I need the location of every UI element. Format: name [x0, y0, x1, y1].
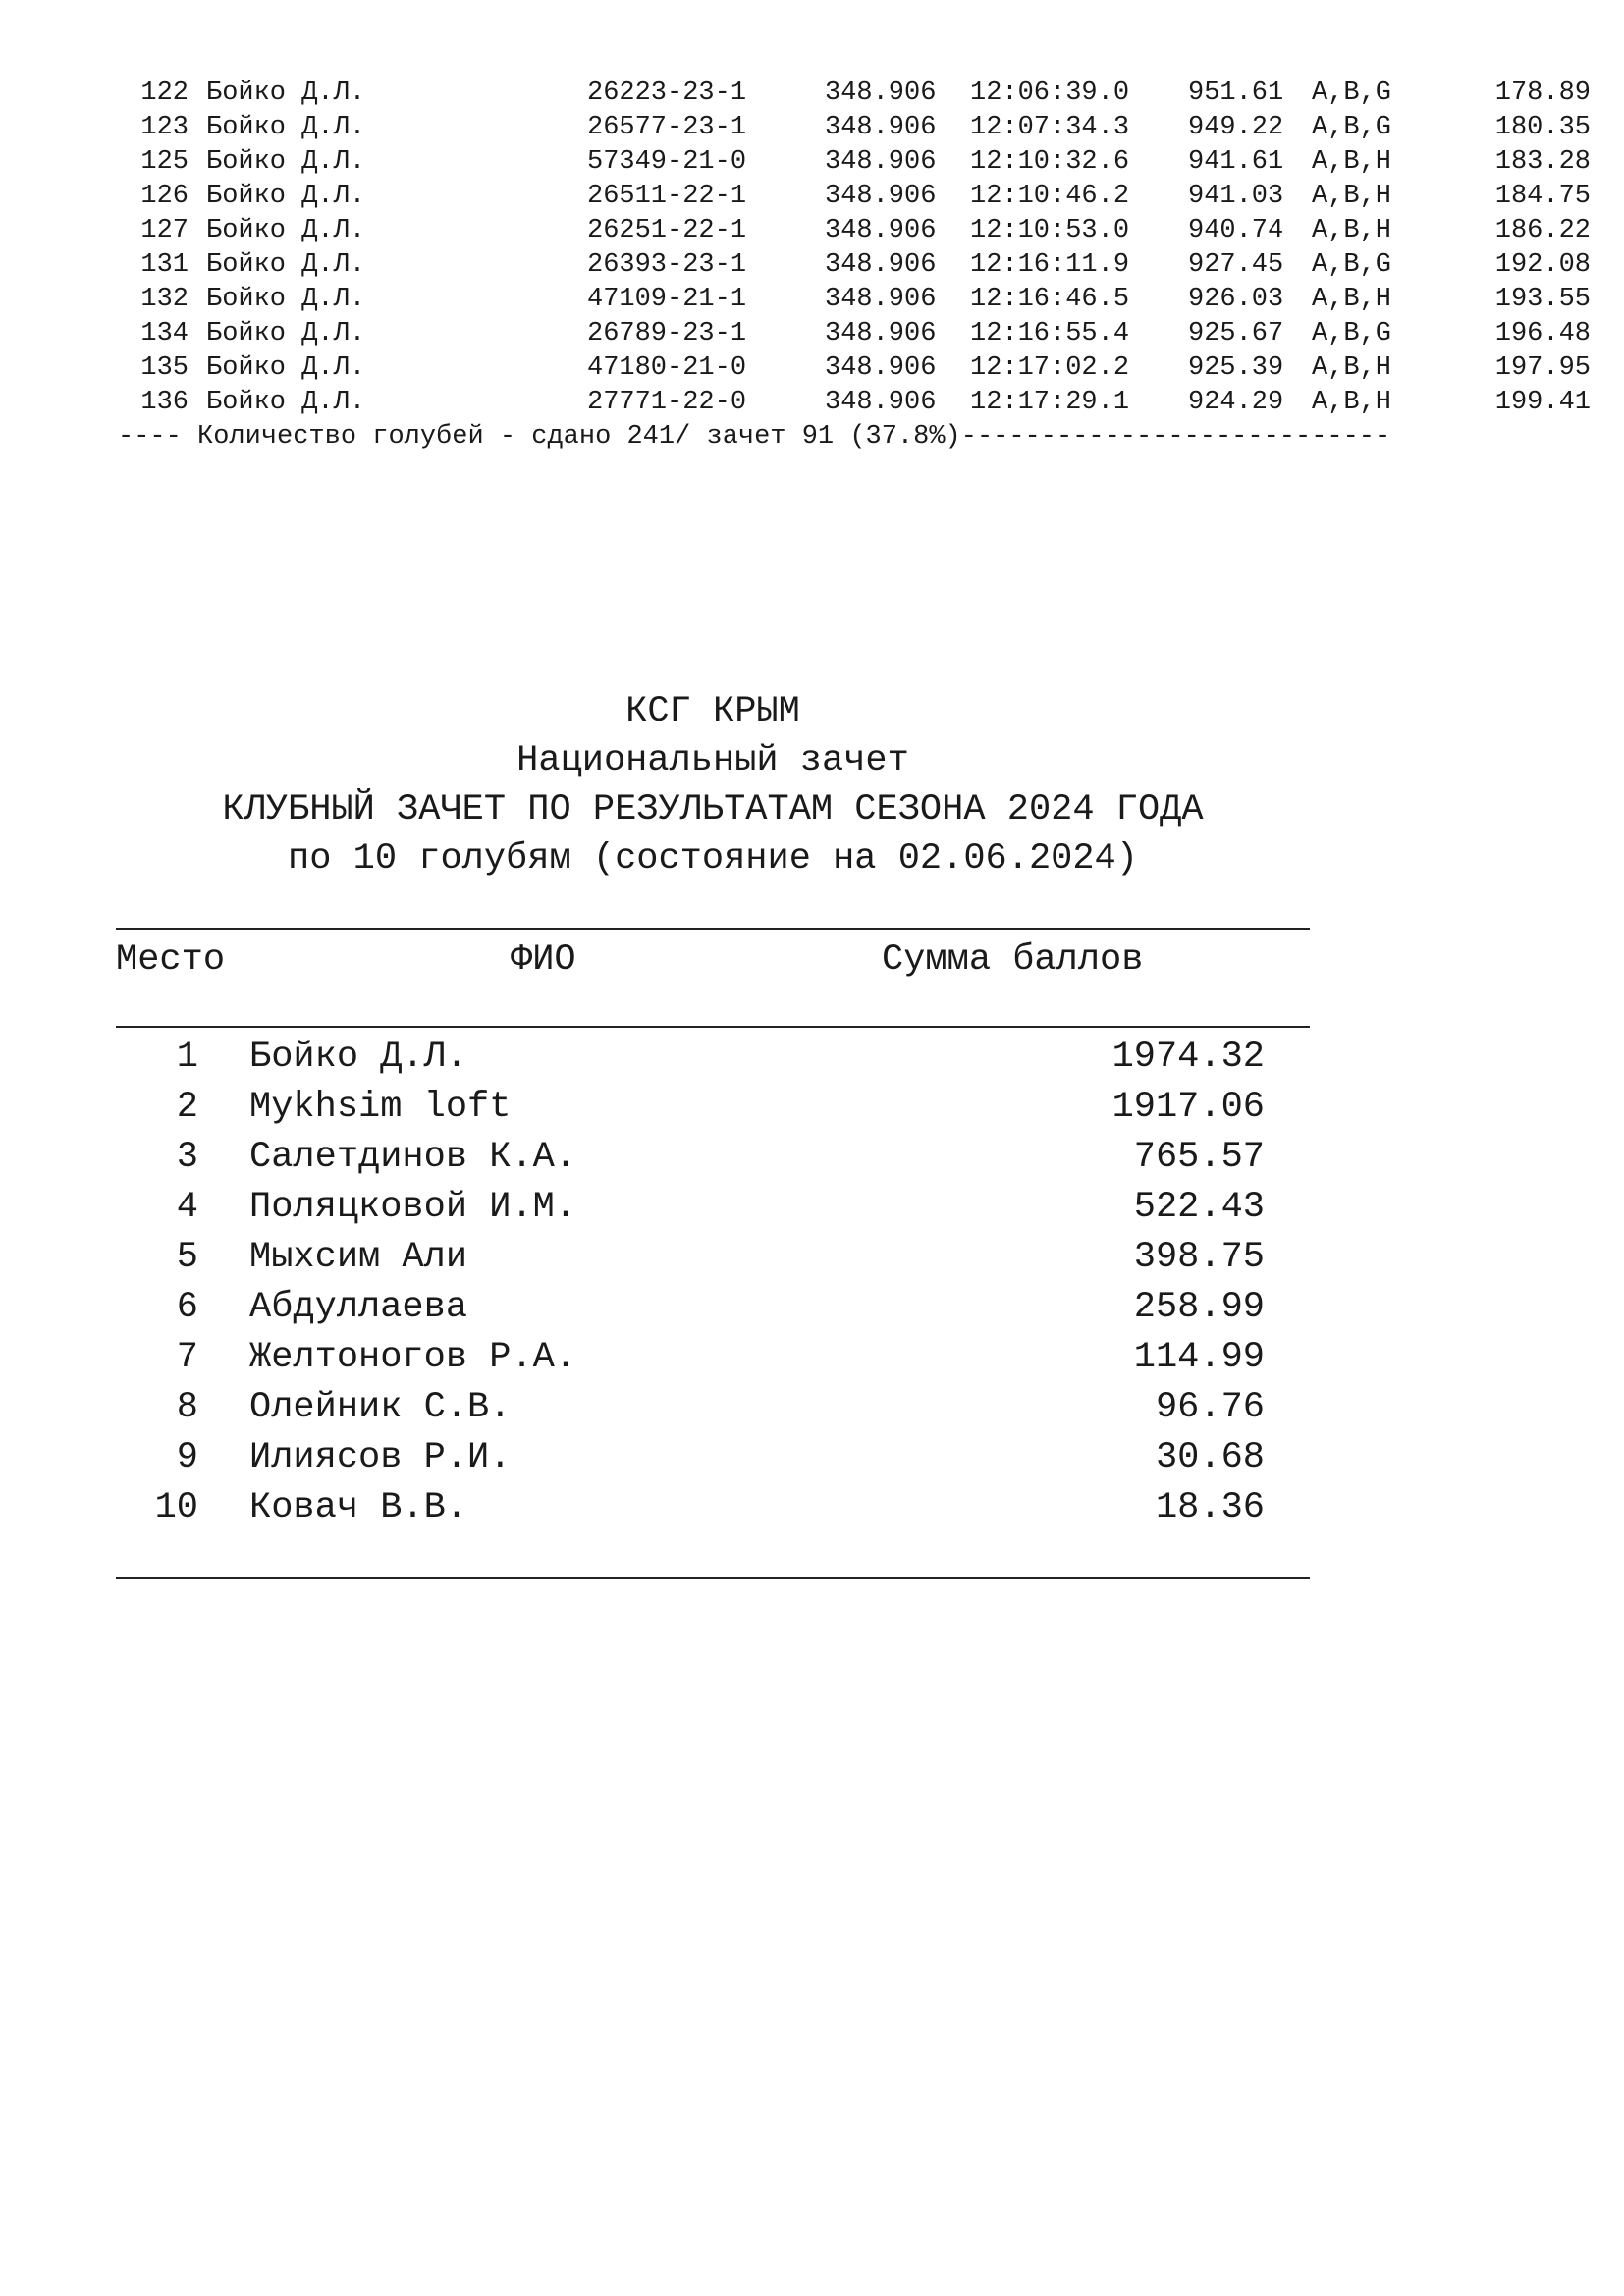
standing-place: 10 — [154, 1487, 198, 1528]
org-title: КСГ КРЫМ — [625, 691, 800, 732]
race-ring: 26251-22-1 — [587, 216, 747, 245]
race-footer: ---- Количество голубей - сдано 241/ зачет 91 (37.8%)--------------------------- — [118, 422, 1391, 452]
race-speed: 940.74 — [1188, 216, 1284, 245]
standing-name: Илиясов Р.И. — [249, 1437, 512, 1478]
race-speed: 925.39 — [1188, 353, 1284, 383]
standing-name: Поляцковой И.М. — [249, 1187, 577, 1228]
race-speed: 949.22 — [1188, 113, 1284, 142]
race-rows — [118, 77, 1591, 420]
race-place: 125 — [140, 147, 189, 177]
race-points: 199.41 — [1494, 388, 1591, 417]
table-row — [118, 77, 1591, 111]
list-item — [116, 1083, 1310, 1133]
race-distance: 348.906 — [825, 353, 937, 383]
standing-sum: 258.99 — [1133, 1287, 1265, 1328]
race-tags: A,B,H — [1312, 182, 1392, 211]
list-item — [116, 1183, 1310, 1233]
divider-top — [116, 928, 1310, 930]
race-distance: 348.906 — [825, 216, 937, 245]
report-title: КЛУБНЫЙ ЗАЧЕТ ПО РЕЗУЛЬТАТАМ СЕЗОНА 2024 ГОДА — [222, 789, 1204, 830]
race-ring: 26577-23-1 — [587, 113, 747, 142]
race-distance: 348.906 — [825, 79, 937, 108]
standing-name: Салетдинов К.А. — [249, 1137, 577, 1178]
column-header-name: ФИО — [511, 939, 576, 981]
standing-name: Мыхсим Али — [249, 1237, 468, 1278]
race-points: 192.08 — [1494, 250, 1591, 280]
race-ring: 57349-21-0 — [587, 147, 747, 177]
column-header-place: Место — [116, 939, 226, 981]
standing-sum: 18.36 — [1155, 1487, 1265, 1528]
standing-place: 3 — [176, 1137, 198, 1178]
table-row — [118, 283, 1591, 317]
race-speed: 926.03 — [1188, 285, 1284, 314]
race-points: 196.48 — [1494, 319, 1591, 348]
standing-name: Олейник С.В. — [249, 1387, 512, 1428]
column-header-sum: Сумма баллов — [882, 939, 1144, 981]
table-row — [118, 248, 1591, 283]
race-tags: A,B,G — [1312, 319, 1392, 348]
race-place: 132 — [140, 285, 189, 314]
standing-place: 8 — [176, 1387, 198, 1428]
race-distance: 348.906 — [825, 250, 937, 280]
race-name: Бойко Д.Л. — [206, 79, 366, 108]
race-ring: 26789-23-1 — [587, 319, 747, 348]
standings-table — [116, 1033, 1310, 1533]
table-row — [118, 386, 1591, 420]
race-place: 131 — [140, 250, 189, 280]
table-row — [118, 317, 1591, 351]
race-tags: A,B,G — [1312, 79, 1392, 108]
standing-place: 2 — [176, 1087, 198, 1128]
race-place: 135 — [140, 353, 189, 383]
standing-name: Mykhsim loft — [249, 1087, 512, 1128]
race-points: 183.28 — [1494, 147, 1591, 177]
race-distance: 348.906 — [825, 319, 937, 348]
divider-bottom — [116, 1577, 1310, 1579]
race-tags: A,B,H — [1312, 147, 1392, 177]
divider-header — [116, 1026, 1310, 1028]
standing-sum: 30.68 — [1155, 1437, 1265, 1478]
standing-name: Ковач В.В. — [249, 1487, 468, 1528]
race-time: 12:17:02.2 — [970, 353, 1130, 383]
standing-sum: 765.57 — [1133, 1137, 1265, 1178]
table-row — [118, 214, 1591, 248]
race-points: 197.95 — [1494, 353, 1591, 383]
race-time: 12:10:32.6 — [970, 147, 1130, 177]
race-name: Бойко Д.Л. — [206, 147, 366, 177]
race-points: 193.55 — [1494, 285, 1591, 314]
race-ring: 26393-23-1 — [587, 250, 747, 280]
list-item — [116, 1033, 1310, 1083]
list-item — [116, 1233, 1310, 1283]
standing-name: Абдуллаева — [249, 1287, 468, 1328]
standing-sum: 114.99 — [1133, 1337, 1265, 1378]
list-item — [116, 1483, 1310, 1533]
race-speed: 925.67 — [1188, 319, 1284, 348]
race-name: Бойко Д.Л. — [206, 285, 366, 314]
race-place: 123 — [140, 113, 189, 142]
standing-sum: 96.76 — [1155, 1387, 1265, 1428]
race-points: 180.35 — [1494, 113, 1591, 142]
race-ring: 26223-23-1 — [587, 79, 747, 108]
race-points: 184.75 — [1494, 182, 1591, 211]
race-tags: A,B,G — [1312, 250, 1392, 280]
race-speed: 924.29 — [1188, 388, 1284, 417]
standing-place: 1 — [176, 1037, 198, 1078]
list-item — [116, 1333, 1310, 1383]
table-row — [118, 145, 1591, 180]
competition-title: Национальный зачет — [516, 740, 909, 781]
race-place: 126 — [140, 182, 189, 211]
race-name: Бойко Д.Л. — [206, 113, 366, 142]
race-speed: 941.61 — [1188, 147, 1284, 177]
race-points: 186.22 — [1494, 216, 1591, 245]
race-time: 12:10:46.2 — [970, 182, 1130, 211]
race-name: Бойко Д.Л. — [206, 388, 366, 417]
race-distance: 348.906 — [825, 182, 937, 211]
standing-name: Желтоногов Р.А. — [249, 1337, 577, 1378]
table-row — [118, 351, 1591, 386]
list-item — [116, 1433, 1310, 1483]
standing-place: 7 — [176, 1337, 198, 1378]
race-time: 12:17:29.1 — [970, 388, 1130, 417]
race-tags: A,B,H — [1312, 216, 1392, 245]
race-time: 12:16:11.9 — [970, 250, 1130, 280]
list-item — [116, 1383, 1310, 1433]
race-ring: 26511-22-1 — [587, 182, 747, 211]
race-name: Бойко Д.Л. — [206, 319, 366, 348]
race-place: 136 — [140, 388, 189, 417]
standing-place: 5 — [176, 1237, 198, 1278]
race-place: 127 — [140, 216, 189, 245]
table-row — [118, 180, 1591, 214]
race-tags: A,B,G — [1312, 113, 1392, 142]
standing-place: 6 — [176, 1287, 198, 1328]
race-tags: A,B,H — [1312, 353, 1392, 383]
race-name: Бойко Д.Л. — [206, 216, 366, 245]
standing-sum: 398.75 — [1133, 1237, 1265, 1278]
race-time: 12:06:39.0 — [970, 79, 1130, 108]
race-tags: A,B,H — [1312, 388, 1392, 417]
race-points: 178.89 — [1494, 79, 1591, 108]
standing-place: 9 — [176, 1437, 198, 1478]
race-distance: 348.906 — [825, 113, 937, 142]
race-ring: 27771-22-0 — [587, 388, 747, 417]
list-item — [116, 1133, 1310, 1183]
standing-name: Бойко Д.Л. — [249, 1037, 468, 1078]
race-ring: 47180-21-0 — [587, 353, 747, 383]
standing-sum: 1974.32 — [1111, 1037, 1265, 1078]
race-place: 122 — [140, 79, 189, 108]
race-speed: 951.61 — [1188, 79, 1284, 108]
race-distance: 348.906 — [825, 285, 937, 314]
standing-sum: 522.43 — [1133, 1187, 1265, 1228]
report-subtitle: по 10 голубям (состояние на 02.06.2024) — [288, 838, 1138, 880]
race-time: 12:07:34.3 — [970, 113, 1130, 142]
race-speed: 941.03 — [1188, 182, 1284, 211]
race-tags: A,B,H — [1312, 285, 1392, 314]
race-results-table — [118, 77, 1591, 454]
table-row — [118, 111, 1591, 145]
race-speed: 927.45 — [1188, 250, 1284, 280]
race-time: 12:10:53.0 — [970, 216, 1130, 245]
race-name: Бойко Д.Л. — [206, 182, 366, 211]
race-distance: 348.906 — [825, 388, 937, 417]
report-header — [116, 687, 1310, 883]
standing-sum: 1917.06 — [1111, 1087, 1265, 1128]
race-ring: 47109-21-1 — [587, 285, 747, 314]
race-distance: 348.906 — [825, 147, 937, 177]
race-name: Бойко Д.Л. — [206, 353, 366, 383]
race-time: 12:16:55.4 — [970, 319, 1130, 348]
race-time: 12:16:46.5 — [970, 285, 1130, 314]
race-place: 134 — [140, 319, 189, 348]
list-item — [116, 1283, 1310, 1333]
standing-place: 4 — [176, 1187, 198, 1228]
race-name: Бойко Д.Л. — [206, 250, 366, 280]
